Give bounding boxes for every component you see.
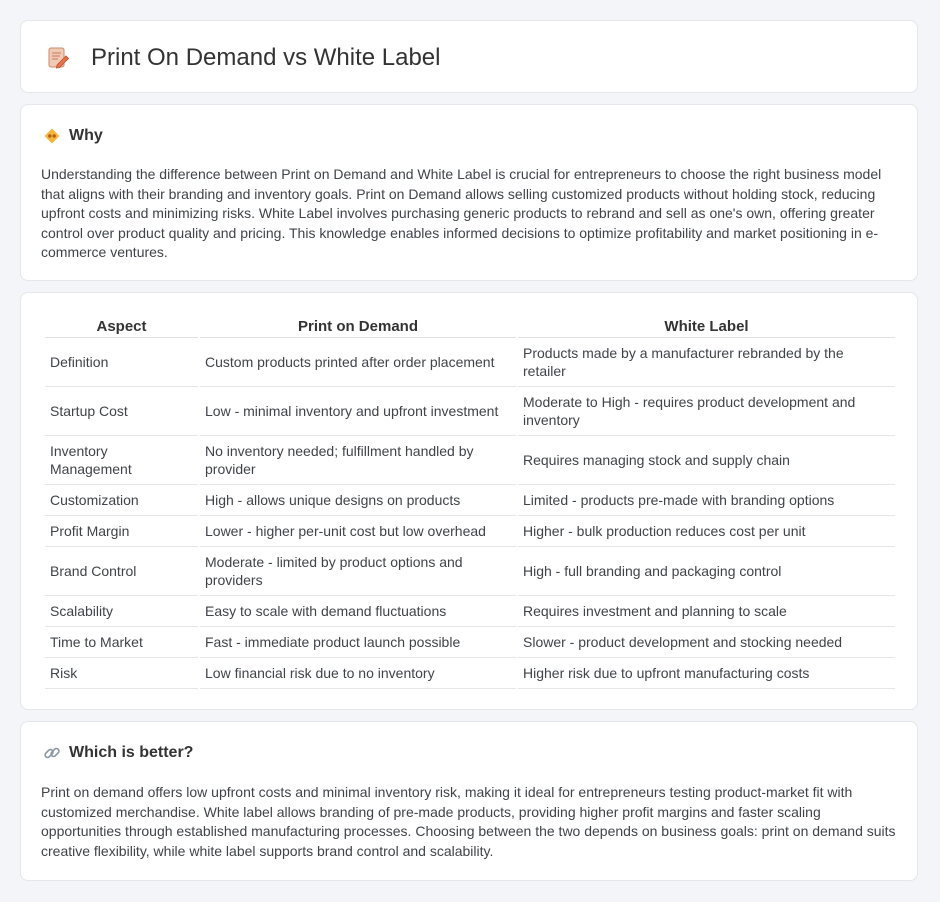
white-label-cell: Slower - product development and stocking needed [518,627,895,658]
white-label-cell: Requires investment and planning to scale [518,596,895,627]
header-card [20,20,918,93]
better-text: Print on demand offers low upfront costs and minimal inventory risk, making it ideal for entrepreneurs testing product-market fit with customized merchandise. White label allows branding of pre-made products, providing higher profit margins and faster scaling opportunities through established manufacturing processes. Choosing between the two depends on business goals: print on demand suits creative flexibility, while white label supports brand control and scalability. [41,784,896,859]
print-on-demand-cell: Custom products printed after order placement [200,338,516,387]
handshake-icon [43,127,61,145]
white-label-cell: Moderate to High - requires product development and inventory [518,387,895,436]
aspect-cell: Time to Market [45,627,198,658]
aspect-cell: Risk [45,658,198,689]
white-label-cell: Higher - bulk production reduces cost per unit [518,516,895,547]
aspect-cell: Profit Margin [45,516,198,547]
table-row [45,516,895,547]
aspect-cell: Inventory Management [45,436,198,485]
comparison-card [20,292,918,710]
comparison-table [43,315,897,689]
print-on-demand-cell: No inventory needed; fulfillment handled by provider [200,436,516,485]
table-row [45,547,895,596]
column-header-aspect: Aspect [45,315,198,338]
link-icon [43,744,61,762]
aspect-cell: Scalability [45,596,198,627]
print-on-demand-cell: Low - minimal inventory and upfront investment [200,387,516,436]
white-label-cell: Requires managing stock and supply chain [518,436,895,485]
aspect-cell: Customization [45,485,198,516]
white-label-cell: Higher risk due to upfront manufacturing costs [518,658,895,689]
table-header-row [45,315,895,338]
why-card [20,104,918,281]
why-title: Why [69,127,103,144]
aspect-cell: Brand Control [45,547,198,596]
aspect-cell: Definition [45,338,198,387]
table-row [45,387,895,436]
table-row [45,596,895,627]
white-label-cell: Limited - products pre-made with branding options [518,485,895,516]
column-header-white-label: White Label [518,315,895,338]
table-row [45,658,895,689]
column-header-print-on-demand: Print on Demand [200,315,516,338]
white-label-cell: High - full branding and packaging control [518,547,895,596]
page-title: Print On Demand vs White Label [91,44,441,71]
print-on-demand-cell: Fast - immediate product launch possible [200,627,516,658]
print-on-demand-cell: Lower - higher per-unit cost but low overhead [200,516,516,547]
table-row [45,627,895,658]
print-on-demand-cell: Low financial risk due to no inventory [200,658,516,689]
table-row [45,436,895,485]
better-title: Which is better? [69,744,194,761]
table-row [45,338,895,387]
document-pencil-icon [45,45,71,71]
print-on-demand-cell: Moderate - limited by product options and providers [200,547,516,596]
better-heading [43,744,193,762]
print-on-demand-cell: High - allows unique designs on products [200,485,516,516]
which-is-better-card [20,721,918,881]
white-label-cell: Products made by a manufacturer rebranded by the retailer [518,338,895,387]
table-row [45,485,895,516]
title-row [45,43,441,73]
why-text: Understanding the difference between Print on Demand and White Label is crucial for entrepreneurs to choose the right business model that aligns with their branding and inventory goals. Print on Demand allows selling customized products without holding stock, reducing upfront costs and minimizing risks. White Label involves purchasing generic products to rebrand and sell as one's own, offering greater control over product quality and pricing. This knowledge enables informed decisions to optimize profitability and market positioning in e-commerce ventures. [41,166,882,260]
aspect-cell: Startup Cost [45,387,198,436]
why-heading [43,127,103,145]
print-on-demand-cell: Easy to scale with demand fluctuations [200,596,516,627]
